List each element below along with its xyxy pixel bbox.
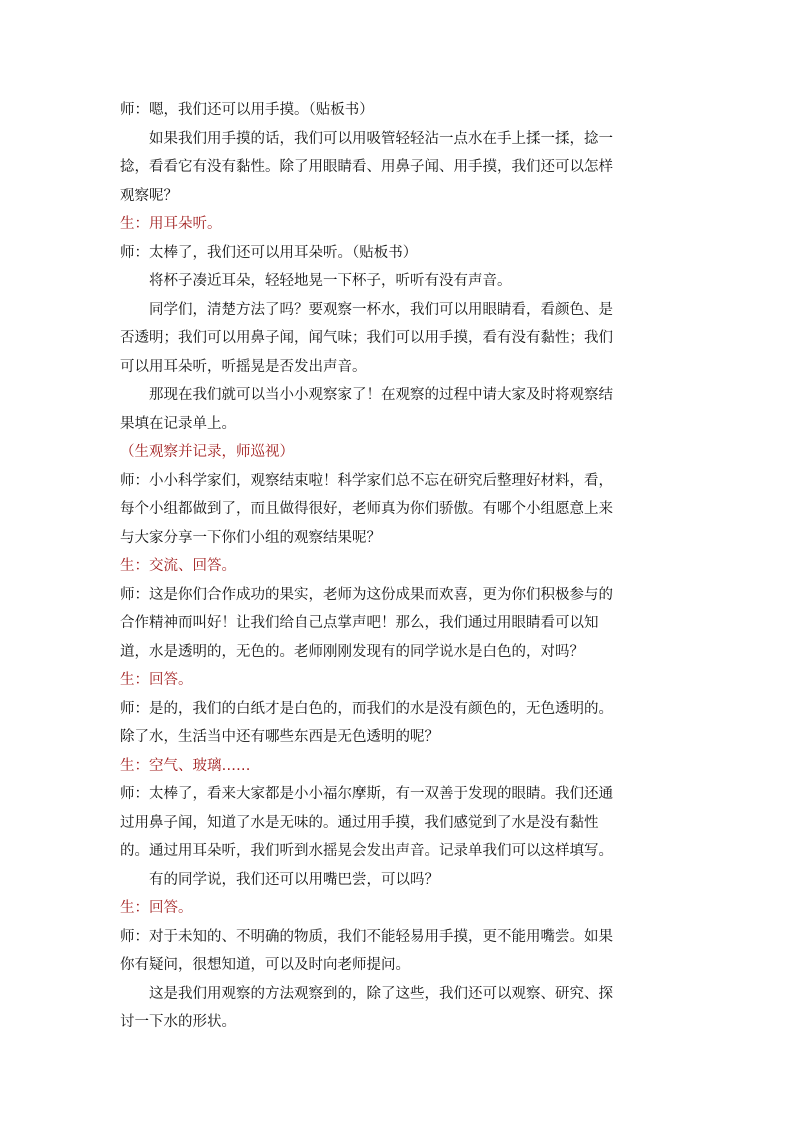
paragraph-line: 那现在我们就可以当小小观察家了！在观察的过程中请大家及时将观察结: [149, 387, 613, 403]
paragraph-line: 果填在记录单上。: [120, 415, 236, 432]
teacher-line: 师：小小科学家们，观察结束啦！科学家们总不忘在研究后整理好材料，看，: [120, 472, 613, 489]
student-line: 生：回答。: [120, 672, 193, 688]
student-line: 生：空气、玻璃……: [120, 757, 251, 774]
paragraph-line: 将杯子凑近耳朵，轻轻地晃一下杯子，听听有没有声音。: [149, 273, 512, 289]
stage-direction: （生观察并记录，师巡视）: [120, 444, 294, 460]
paragraph-line: 与大家分享一下你们小组的观察结果呢？: [120, 529, 381, 546]
paragraph-line: 否透明；我们可以用鼻子闻，闻气味；我们可以用手摸，看有没有黏性；我们: [120, 330, 613, 346]
paragraph-line: 过用鼻子闻，知道了水是无味的。通过用手摸，我们感觉到了水是没有黏性: [120, 814, 599, 831]
paragraph-line: 有的同学说，我们还可以用嘴巴尝，可以吗？: [149, 871, 439, 888]
paragraph-line: 同学们，清楚方法了吗？要观察一杯水，我们可以用眼睛看，看颜色、是: [149, 301, 613, 318]
teacher-line: 师：是的，我们的白纸才是白色的，而我们的水是没有颜色的，无色透明的。: [120, 700, 613, 717]
paragraph-line: 每个小组都做到了，而且做得很好，老师真为你们骄傲。有哪个小组愿意上来: [120, 501, 613, 517]
paragraph-line: 捻，看看它有没有黏性。除了用眼睛看、用鼻子闻、用手摸，我们还可以怎样: [120, 159, 613, 175]
paragraph-line: 这是我们用观察的方法观察到的，除了这些，我们还可以观察、研究、探: [149, 985, 613, 1002]
student-line: 生：用耳朵听。: [120, 216, 222, 232]
teacher-line: 师：太棒了，我们还可以用耳朵听。（贴板书）: [120, 244, 418, 261]
paragraph-line: 你有疑问，很想知道，可以及时向老师提问。: [120, 957, 410, 973]
paragraph-line: 如果我们用手摸的话，我们可以用吸管轻轻沾一点水在手上揉一揉，捻一: [149, 130, 613, 147]
paragraph-line: 除了水，生活当中还有哪些东西是无色透明的呢？: [120, 729, 439, 745]
teacher-line: 师：太棒了，看来大家都是小小福尔摩斯，有一双善于发现的眼睛。我们还通: [120, 786, 613, 802]
teacher-line: 师：这是你们合作成功的果实，老师为这份成果而欢喜，更为你们积极参与的: [120, 586, 613, 603]
paragraph-line: 的。通过用耳朵听，我们听到水摇晃会发出声音。记录单我们可以这样填写。: [120, 843, 613, 859]
student-line: 生：回答。: [120, 900, 193, 916]
paragraph-line: 道，水是透明的，无色的。老师刚刚发现有的同学说水是白色的，对吗？: [120, 643, 584, 660]
paragraph-line: 合作精神而叫好！让我们给自己点掌声吧！那么，我们通过用眼睛看可以知: [120, 615, 599, 631]
paragraph-line: 可以用耳朵听，听摇晃是否发出声音。: [120, 358, 367, 375]
teacher-line: 师：对于未知的、不明确的物质，我们不能轻易用手摸，更不能用嘴尝。如果: [120, 928, 613, 945]
teacher-line: 师：嗯，我们还可以用手摸。（贴板书）: [120, 102, 374, 118]
paragraph-line: 观察呢？: [120, 187, 178, 204]
document-body: [120, 96, 668, 1037]
paragraph-line: 讨一下水的形状。: [120, 1014, 236, 1030]
student-line: 生：交流、回答。: [120, 558, 236, 574]
